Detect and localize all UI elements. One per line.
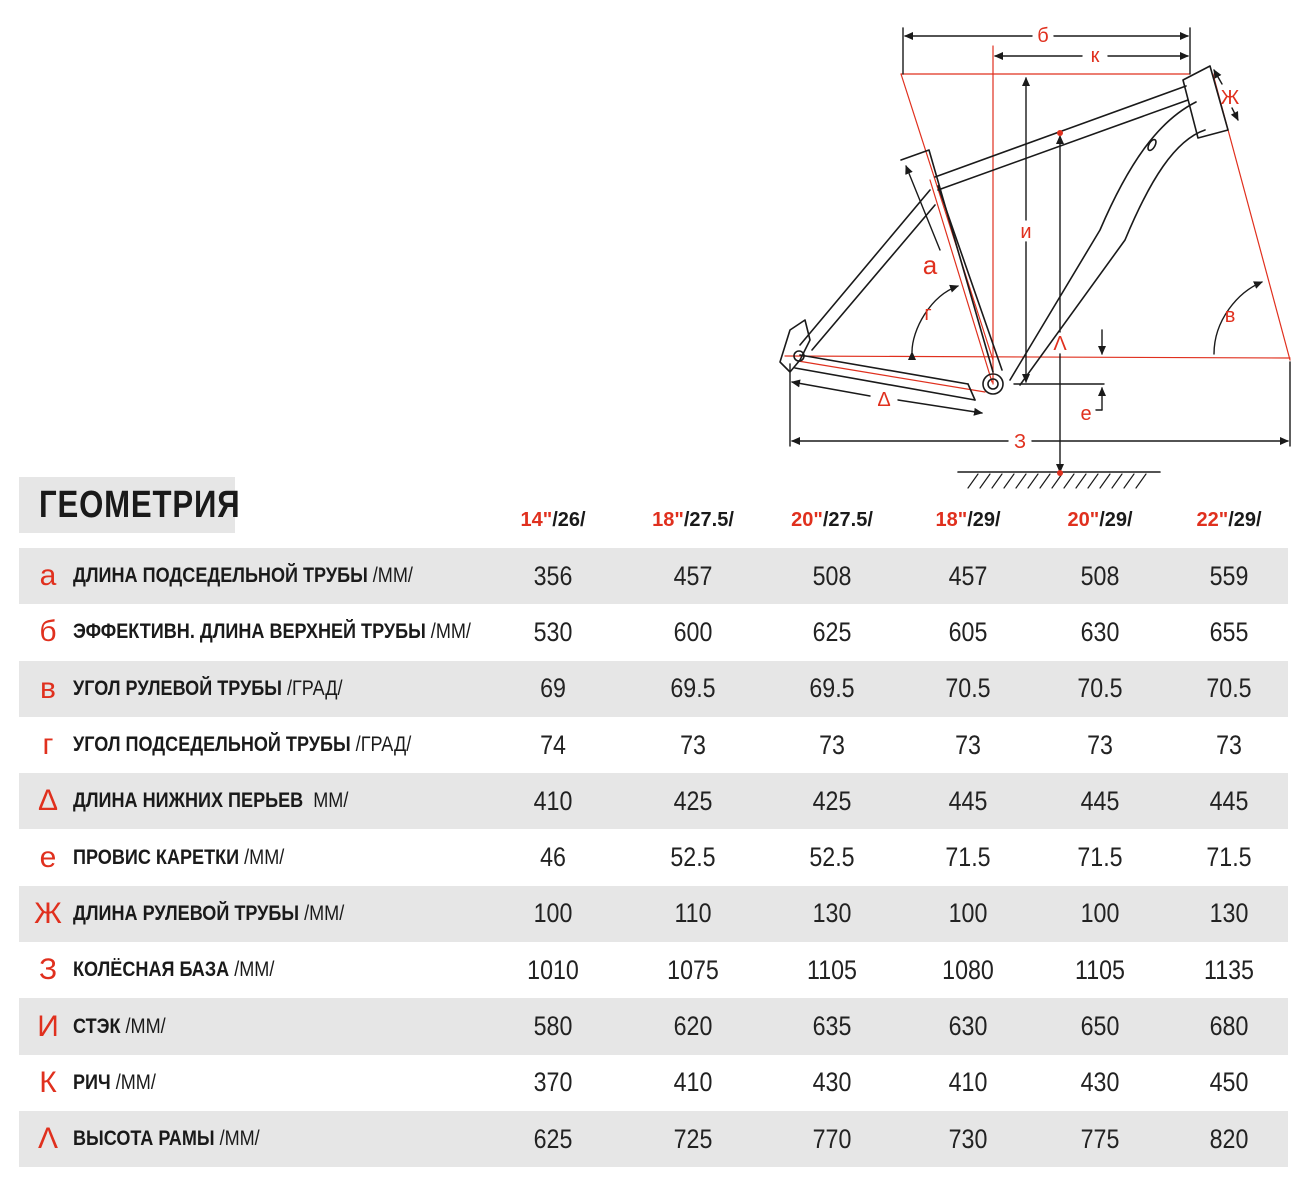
table-cell: 100 [948, 898, 988, 929]
row-label-name: УГОЛ ПОДСЕДЕЛЬНОЙ ТРУБЫ [73, 733, 351, 757]
reference-lines [785, 46, 1290, 392]
table-cell: 1105 [807, 954, 857, 985]
row-label [73, 564, 413, 588]
table-cell: 430 [1080, 1067, 1120, 1098]
column-frame-size: 18" [935, 509, 968, 531]
column-header [652, 509, 734, 532]
table-row [19, 829, 1288, 885]
table-row [19, 773, 1288, 829]
row-label [73, 846, 284, 870]
diagram-label-v: в [1224, 305, 1236, 327]
table-cell: 71.5 [1077, 842, 1123, 873]
column-header [791, 509, 873, 532]
table-cell: 52.5 [809, 842, 855, 873]
column-header [1196, 509, 1261, 532]
table-cell: 73 [1216, 729, 1242, 760]
diagram-label-a: а [922, 250, 938, 280]
row-label-unit: /ММ/ [425, 620, 471, 644]
row-label-unit: ММ/ [303, 789, 349, 813]
table-cell: 625 [812, 616, 852, 647]
table-cell: 100 [533, 898, 573, 929]
row-label-unit: /ММ/ [367, 564, 413, 588]
row-label-name: УГОЛ РУЛЕВОЙ ТРУБЫ [73, 676, 282, 700]
table-cell: 445 [948, 785, 988, 816]
table-cell: 635 [812, 1011, 852, 1042]
column-wheel-size: /26/ [552, 509, 586, 531]
table-row [19, 998, 1288, 1054]
row-letter: Ж [34, 896, 62, 930]
row-label [73, 677, 343, 701]
row-label [73, 1071, 156, 1095]
row-letter: в [40, 671, 56, 705]
row-label-name: ДЛИНА РУЛЕВОЙ ТРУБЫ [73, 901, 300, 925]
row-label-unit: /ММ/ [214, 1127, 260, 1151]
table-cell: 450 [1209, 1067, 1249, 1098]
table-cell: 69 [540, 673, 566, 704]
row-label [73, 789, 348, 813]
row-label-unit: /ММ/ [229, 958, 275, 982]
row-label-unit: /ММ/ [110, 1070, 156, 1094]
table-row [19, 1055, 1288, 1111]
row-letter: Δ [37, 784, 59, 818]
row-letter: а [39, 559, 57, 593]
column-frame-size: 22" [1196, 509, 1229, 531]
row-label-unit: /ММ/ [239, 845, 285, 869]
table-cell: 52.5 [670, 842, 716, 873]
diagram-label-g: г [924, 303, 932, 325]
table-cell: 620 [673, 1011, 713, 1042]
table-cell: 445 [1209, 785, 1249, 816]
row-label-name: ДЛИНА ПОДСЕДЕЛЬНОЙ ТРУБЫ [73, 564, 368, 588]
diagram-label-b: б [1037, 25, 1049, 47]
section-title: ГЕОМЕТРИЯ [39, 483, 241, 526]
row-label [73, 733, 411, 757]
table-cell: 1135 [1204, 954, 1254, 985]
column-wheel-size: /27.5/ [683, 509, 734, 531]
table-row [19, 942, 1288, 998]
row-label-name: ЭФФЕКТИВН. ДЛИНА ВЕРХНЕЙ ТРУБЫ [73, 620, 426, 644]
column-wheel-size: /29/ [1099, 509, 1133, 531]
table-cell: 508 [1080, 560, 1120, 591]
table-cell: 74 [540, 729, 566, 760]
table-cell: 1010 [527, 954, 579, 985]
column-wheel-size: /27.5/ [822, 509, 873, 531]
row-letter: З [38, 953, 58, 987]
table-cell: 100 [1080, 898, 1120, 929]
row-label-name: ДЛИНА НИЖНИХ ПЕРЬЕВ [73, 789, 304, 813]
table-row [19, 717, 1288, 773]
table-cell: 410 [673, 1067, 713, 1098]
table-cell: 775 [1080, 1123, 1120, 1154]
table-cell: 73 [955, 729, 981, 760]
table-cell: 73 [1087, 729, 1113, 760]
diagram-label-l: Λ [1053, 333, 1067, 355]
table-cell: 655 [1209, 616, 1249, 647]
column-frame-size: 20" [791, 509, 823, 531]
table-cell: 725 [673, 1123, 713, 1154]
table-cell: 130 [1209, 898, 1249, 929]
table-cell: 559 [1209, 560, 1249, 591]
row-label [73, 1127, 260, 1151]
table-cell: 630 [1080, 616, 1120, 647]
table-cell: 69.5 [809, 673, 855, 704]
row-label [73, 902, 344, 926]
row-label-unit: /ГРАД/ [350, 733, 412, 757]
table-cell: 356 [533, 560, 573, 591]
diagram-label-d: Δ [877, 389, 891, 411]
table-row [19, 548, 1288, 604]
diagram-label-k: к [1090, 45, 1100, 67]
row-letter: б [39, 615, 57, 649]
row-label-unit: /ММ/ [299, 901, 345, 925]
diagram-label-i: и [1020, 221, 1032, 243]
table-cell: 650 [1080, 1011, 1120, 1042]
table-cell: 457 [673, 560, 713, 591]
table-cell: 820 [1209, 1123, 1249, 1154]
table-cell: 71.5 [945, 842, 991, 873]
table-cell: 69.5 [670, 673, 716, 704]
column-wheel-size: /29/ [1228, 509, 1262, 531]
column-frame-size: 18" [652, 509, 684, 531]
table-cell: 370 [533, 1067, 573, 1098]
table-cell: 410 [533, 785, 573, 816]
diagram-label-zh: Ж [1220, 87, 1240, 109]
column-frame-size: 20" [1067, 509, 1100, 531]
row-label [73, 1015, 166, 1039]
table-cell: 73 [680, 729, 706, 760]
row-letter: г [42, 728, 54, 762]
table-cell: 73 [819, 729, 845, 760]
ground-hatch [968, 474, 1146, 488]
row-label-name: СТЭК [73, 1014, 121, 1038]
table-cell: 425 [812, 785, 852, 816]
row-label-name: РИЧ [73, 1070, 111, 1094]
table-cell: 508 [812, 560, 852, 591]
diagram-label-e: е [1080, 403, 1092, 425]
table-cell: 630 [948, 1011, 988, 1042]
table-cell: 770 [812, 1123, 852, 1154]
frame-outline [780, 66, 1228, 472]
table-cell: 46 [540, 842, 566, 873]
table-cell: 605 [948, 616, 988, 647]
table-cell: 625 [533, 1123, 573, 1154]
table-cell: 70.5 [945, 673, 991, 704]
table-cell: 1105 [1075, 954, 1125, 985]
column-header [1067, 509, 1132, 532]
table-cell: 430 [812, 1067, 852, 1098]
frame-geometry-diagram [760, 10, 1308, 492]
geometry-table [19, 548, 1288, 1167]
row-label [73, 958, 274, 982]
table-cell: 425 [673, 785, 713, 816]
row-label-name: ВЫСОТА РАМЫ [73, 1127, 215, 1151]
table-cell: 445 [1080, 785, 1120, 816]
row-letter: Λ [37, 1122, 59, 1156]
table-cell: 457 [948, 560, 988, 591]
row-letter: е [39, 840, 57, 874]
row-label-unit: /ММ/ [120, 1014, 166, 1038]
row-label [73, 620, 471, 644]
row-label-unit: /ГРАД/ [281, 676, 343, 700]
row-letter: И [37, 1009, 59, 1043]
table-cell: 71.5 [1206, 842, 1252, 873]
dimension-lines [790, 28, 1290, 472]
table-cell: 530 [533, 616, 573, 647]
row-letter: К [39, 1065, 57, 1099]
table-cell: 410 [948, 1067, 988, 1098]
table-row [19, 1111, 1288, 1167]
column-frame-size: 14" [520, 509, 553, 531]
row-label-name: КОЛЁСНАЯ БАЗА [73, 958, 230, 982]
table-cell: 110 [674, 898, 712, 929]
table-cell: 680 [1209, 1011, 1249, 1042]
table-cell: 730 [948, 1123, 988, 1154]
table-row [19, 661, 1288, 717]
diagram-label-z: З [1013, 431, 1027, 453]
table-cell: 1080 [942, 954, 994, 985]
column-header [935, 509, 1000, 532]
table-cell: 130 [812, 898, 852, 929]
column-wheel-size: /29/ [967, 509, 1001, 531]
table-cell: 580 [533, 1011, 573, 1042]
table-cell: 70.5 [1077, 673, 1123, 704]
table-row [19, 886, 1288, 942]
table-cell: 70.5 [1206, 673, 1252, 704]
table-row [19, 604, 1288, 660]
column-header [520, 509, 585, 532]
section-title-box [19, 477, 241, 533]
row-label-name: ПРОВИС КАРЕТКИ [73, 845, 240, 869]
table-cell: 1075 [667, 954, 719, 985]
table-cell: 600 [673, 616, 713, 647]
